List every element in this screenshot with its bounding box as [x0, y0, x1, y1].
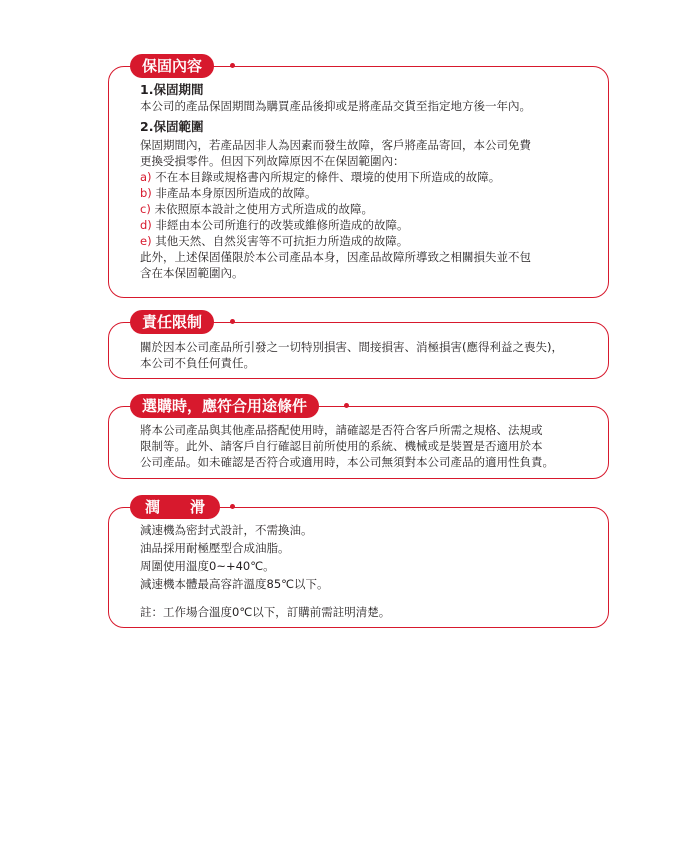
closing-line: 此外，上述保固僅限於本公司產品本身，因產品故障所導致之相關損失並不包 [140, 250, 531, 264]
exclusion-item-d [140, 217, 531, 233]
lubrication-line: 減速機為密封式設計，不需換油。 [140, 523, 313, 537]
selection-title-dot [344, 403, 349, 408]
liability-line: 關於因本公司產品所引發之一切特別損害、間接損害、消極損害(應得利益之喪失)， [140, 340, 563, 354]
warranty-title: 保固內容 [130, 54, 214, 78]
exclusion-text: 非產品本身原因所造成的故障。 [155, 186, 317, 200]
exclusion-item-e [140, 233, 531, 249]
warranty-title-dot [230, 63, 235, 68]
exclusion-item-b [140, 185, 531, 201]
lubrication-line: 油品採用耐極壓型合成油脂。 [140, 541, 290, 555]
warranty-content [140, 82, 531, 281]
lubrication-content [140, 522, 390, 620]
exclusion-item-a [140, 169, 531, 185]
exclusion-text: 非經由本公司所進行的改裝或維修所造成的故障。 [155, 218, 409, 232]
exclusion-item-c [140, 201, 531, 217]
closing-line: 含在本保固範圍內。 [140, 266, 244, 280]
exclusion-letter: e) [140, 234, 152, 248]
scope-line: 更換受損零件。但因下列故障原因不在保固範圍內： [140, 154, 405, 168]
scope-heading: 2.保固範圍 [140, 119, 204, 134]
exclusion-text: 未依照原本設計之使用方式所造成的故障。 [154, 202, 373, 216]
period-text: 本公司的產品保固期間為購買產品後抑或是將產品交貨至指定地方後一年內。 [140, 99, 531, 113]
lubrication-title-dot [230, 504, 235, 509]
liability-title-dot [230, 319, 235, 324]
selection-line: 將本公司產品與其他產品搭配使用時，請確認是否符合客戶所需之規格、法規或 [140, 423, 543, 437]
lubrication-line: 周圍使用溫度0~+40℃。 [140, 559, 275, 573]
lubrication-title: 潤 滑 [130, 495, 220, 519]
selection-title: 選購時，應符合用途條件 [130, 394, 319, 418]
scope-line: 保固期間內，若產品因非人為因素而發生故障，客戶將產品寄回，本公司免費 [140, 138, 531, 152]
lubrication-line: 減速機本體最高容許溫度85℃以下。 [140, 577, 329, 591]
exclusion-letter: a) [140, 170, 152, 184]
selection-line: 公司產品。如未確認是否符合或適用時，本公司無須對本公司產品的適用性負責。 [140, 455, 554, 469]
exclusion-text: 不在本目錄或規格書內所規定的條件、環境的使用下所造成的故障。 [155, 170, 501, 184]
selection-line: 限制等。此外、請客戶自行確認目前所使用的系統、機械或是裝置是否適用於本 [140, 439, 543, 453]
period-heading: 1.保固期間 [140, 82, 204, 97]
selection-content [140, 422, 554, 470]
exclusion-letter: d) [140, 218, 152, 232]
exclusion-text: 其他天然、自然災害等不可抗拒力所造成的故障。 [155, 234, 409, 248]
liability-line: 本公司不負任何責任。 [140, 356, 255, 370]
lubrication-note: 註：工作場合溫度0℃以下，訂購前需註明清楚。 [140, 605, 391, 619]
liability-title: 責任限制 [130, 310, 214, 334]
exclusion-letter: c) [140, 202, 151, 216]
liability-content [140, 339, 563, 371]
exclusion-letter: b) [140, 186, 152, 200]
